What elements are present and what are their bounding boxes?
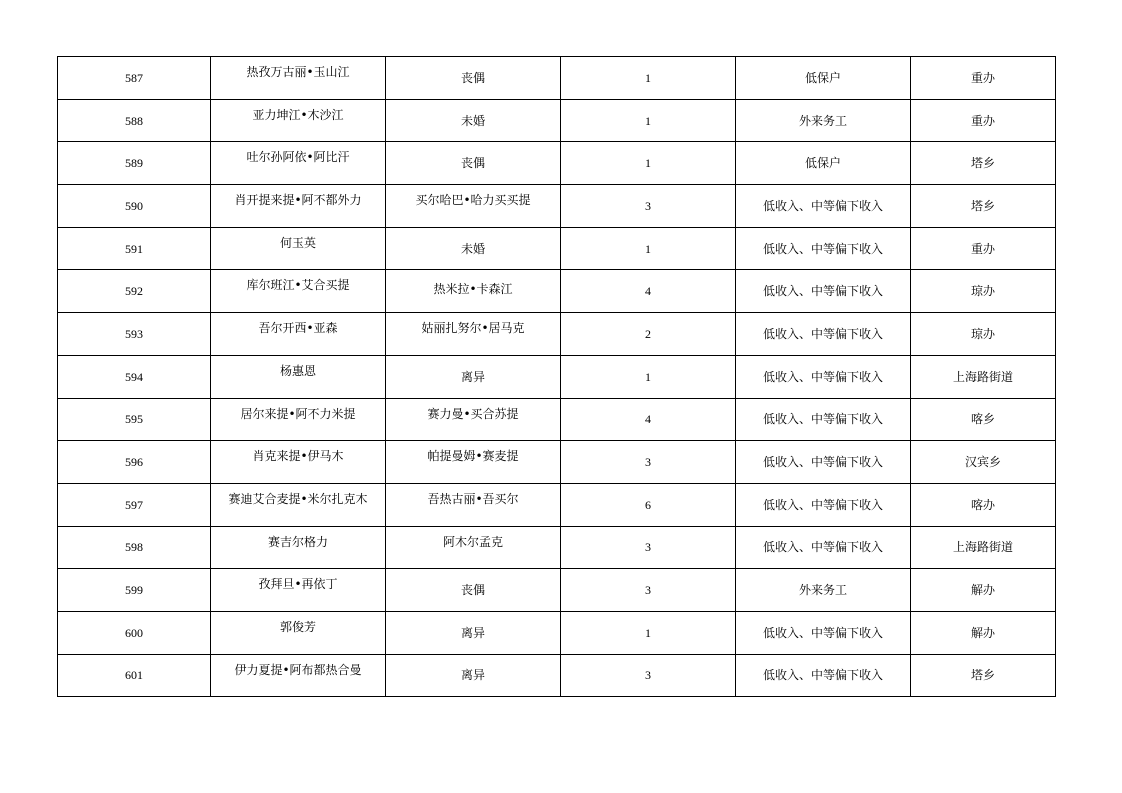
household-type: 低收入、中等偏下收入: [736, 313, 911, 356]
row-number: 590: [58, 185, 211, 228]
district: 喀乡: [911, 398, 1056, 441]
applicant-name: 郭俊芳: [211, 611, 386, 654]
household-type: 低收入、中等偏下收入: [736, 227, 911, 270]
household-type: 外来务工: [736, 569, 911, 612]
spouse-info: 丧偶: [386, 57, 561, 100]
household-count: 1: [561, 99, 736, 142]
spouse-info: 离异: [386, 654, 561, 697]
district: 塔乡: [911, 654, 1056, 697]
household-count: 2: [561, 313, 736, 356]
household-type: 低收入、中等偏下收入: [736, 526, 911, 569]
household-type: 低收入、中等偏下收入: [736, 270, 911, 313]
district: 重办: [911, 227, 1056, 270]
table-row: [58, 398, 1056, 441]
applicant-name: 吐尔孙阿依•阿比汗: [211, 142, 386, 185]
row-number: 593: [58, 313, 211, 356]
district: 喀办: [911, 483, 1056, 526]
spouse-info: 热米拉•卡森江: [386, 270, 561, 313]
applicant-name: 孜拜旦•再依丁: [211, 569, 386, 612]
applicant-name: 杨惠恩: [211, 355, 386, 398]
spouse-info: 买尔哈巴•哈力买买提: [386, 185, 561, 228]
household-count: 3: [561, 441, 736, 484]
district: 汉宾乡: [911, 441, 1056, 484]
district: 塔乡: [911, 185, 1056, 228]
row-number: 595: [58, 398, 211, 441]
household-count: 3: [561, 654, 736, 697]
household-type: 低收入、中等偏下收入: [736, 611, 911, 654]
applicant-name: 伊力夏提•阿布都热合曼: [211, 654, 386, 697]
household-count: 1: [561, 355, 736, 398]
row-number: 596: [58, 441, 211, 484]
spouse-info: 未婚: [386, 227, 561, 270]
spouse-info: 未婚: [386, 99, 561, 142]
spouse-info: 赛力曼•买合苏提: [386, 398, 561, 441]
row-number: 597: [58, 483, 211, 526]
spouse-info: 丧偶: [386, 569, 561, 612]
applicant-name: 吾尔开西•亚森: [211, 313, 386, 356]
household-type: 外来务工: [736, 99, 911, 142]
row-number: 598: [58, 526, 211, 569]
table-row: [58, 355, 1056, 398]
household-count: 4: [561, 270, 736, 313]
applicant-name: 赛迪艾合麦提•米尔扎克木: [211, 483, 386, 526]
household-type: 低保户: [736, 142, 911, 185]
district: 解办: [911, 611, 1056, 654]
household-count: 1: [561, 142, 736, 185]
row-number: 599: [58, 569, 211, 612]
table-row: [58, 526, 1056, 569]
district: 重办: [911, 99, 1056, 142]
district: 上海路街道: [911, 526, 1056, 569]
spouse-info: 离异: [386, 355, 561, 398]
household-count: 3: [561, 526, 736, 569]
household-count: 1: [561, 227, 736, 270]
row-number: 591: [58, 227, 211, 270]
applicant-name: 肖克来提•伊马木: [211, 441, 386, 484]
table-row: [58, 57, 1056, 100]
applicant-name: 库尔班江•艾合买提: [211, 270, 386, 313]
row-number: 600: [58, 611, 211, 654]
household-count: 6: [561, 483, 736, 526]
spouse-info: 丧偶: [386, 142, 561, 185]
household-type: 低保户: [736, 57, 911, 100]
applicant-table-body: [58, 57, 1056, 697]
applicant-name: 热孜万古丽•玉山江: [211, 57, 386, 100]
table-row: [58, 611, 1056, 654]
district: 琼办: [911, 313, 1056, 356]
table-row: [58, 270, 1056, 313]
table-row: [58, 654, 1056, 697]
row-number: 601: [58, 654, 211, 697]
applicant-name: 亚力坤江•木沙江: [211, 99, 386, 142]
household-count: 4: [561, 398, 736, 441]
table-row: [58, 483, 1056, 526]
district: 解办: [911, 569, 1056, 612]
spouse-info: 帕提曼姆•赛麦提: [386, 441, 561, 484]
applicant-table: [57, 56, 1056, 697]
table-row: [58, 441, 1056, 484]
district: 重办: [911, 57, 1056, 100]
row-number: 592: [58, 270, 211, 313]
household-count: 3: [561, 569, 736, 612]
spouse-info: 姑丽扎努尔•居马克: [386, 313, 561, 356]
applicant-name: 肖开提来提•阿不都外力: [211, 185, 386, 228]
applicant-name: 赛吉尔格力: [211, 526, 386, 569]
household-count: 3: [561, 185, 736, 228]
district: 琼办: [911, 270, 1056, 313]
applicant-name: 居尔来提•阿不力米提: [211, 398, 386, 441]
spouse-info: 离异: [386, 611, 561, 654]
table-row: [58, 227, 1056, 270]
row-number: 589: [58, 142, 211, 185]
household-type: 低收入、中等偏下收入: [736, 654, 911, 697]
row-number: 588: [58, 99, 211, 142]
spouse-info: 阿木尔孟克: [386, 526, 561, 569]
district: 塔乡: [911, 142, 1056, 185]
household-type: 低收入、中等偏下收入: [736, 441, 911, 484]
household-type: 低收入、中等偏下收入: [736, 398, 911, 441]
table-row: [58, 569, 1056, 612]
row-number: 594: [58, 355, 211, 398]
household-type: 低收入、中等偏下收入: [736, 483, 911, 526]
table-row: [58, 185, 1056, 228]
household-type: 低收入、中等偏下收入: [736, 185, 911, 228]
household-count: 1: [561, 57, 736, 100]
applicant-name: 何玉英: [211, 227, 386, 270]
household-type: 低收入、中等偏下收入: [736, 355, 911, 398]
row-number: 587: [58, 57, 211, 100]
table-row: [58, 142, 1056, 185]
household-count: 1: [561, 611, 736, 654]
district: 上海路街道: [911, 355, 1056, 398]
table-row: [58, 99, 1056, 142]
spouse-info: 吾热古丽•吾买尔: [386, 483, 561, 526]
table-row: [58, 313, 1056, 356]
